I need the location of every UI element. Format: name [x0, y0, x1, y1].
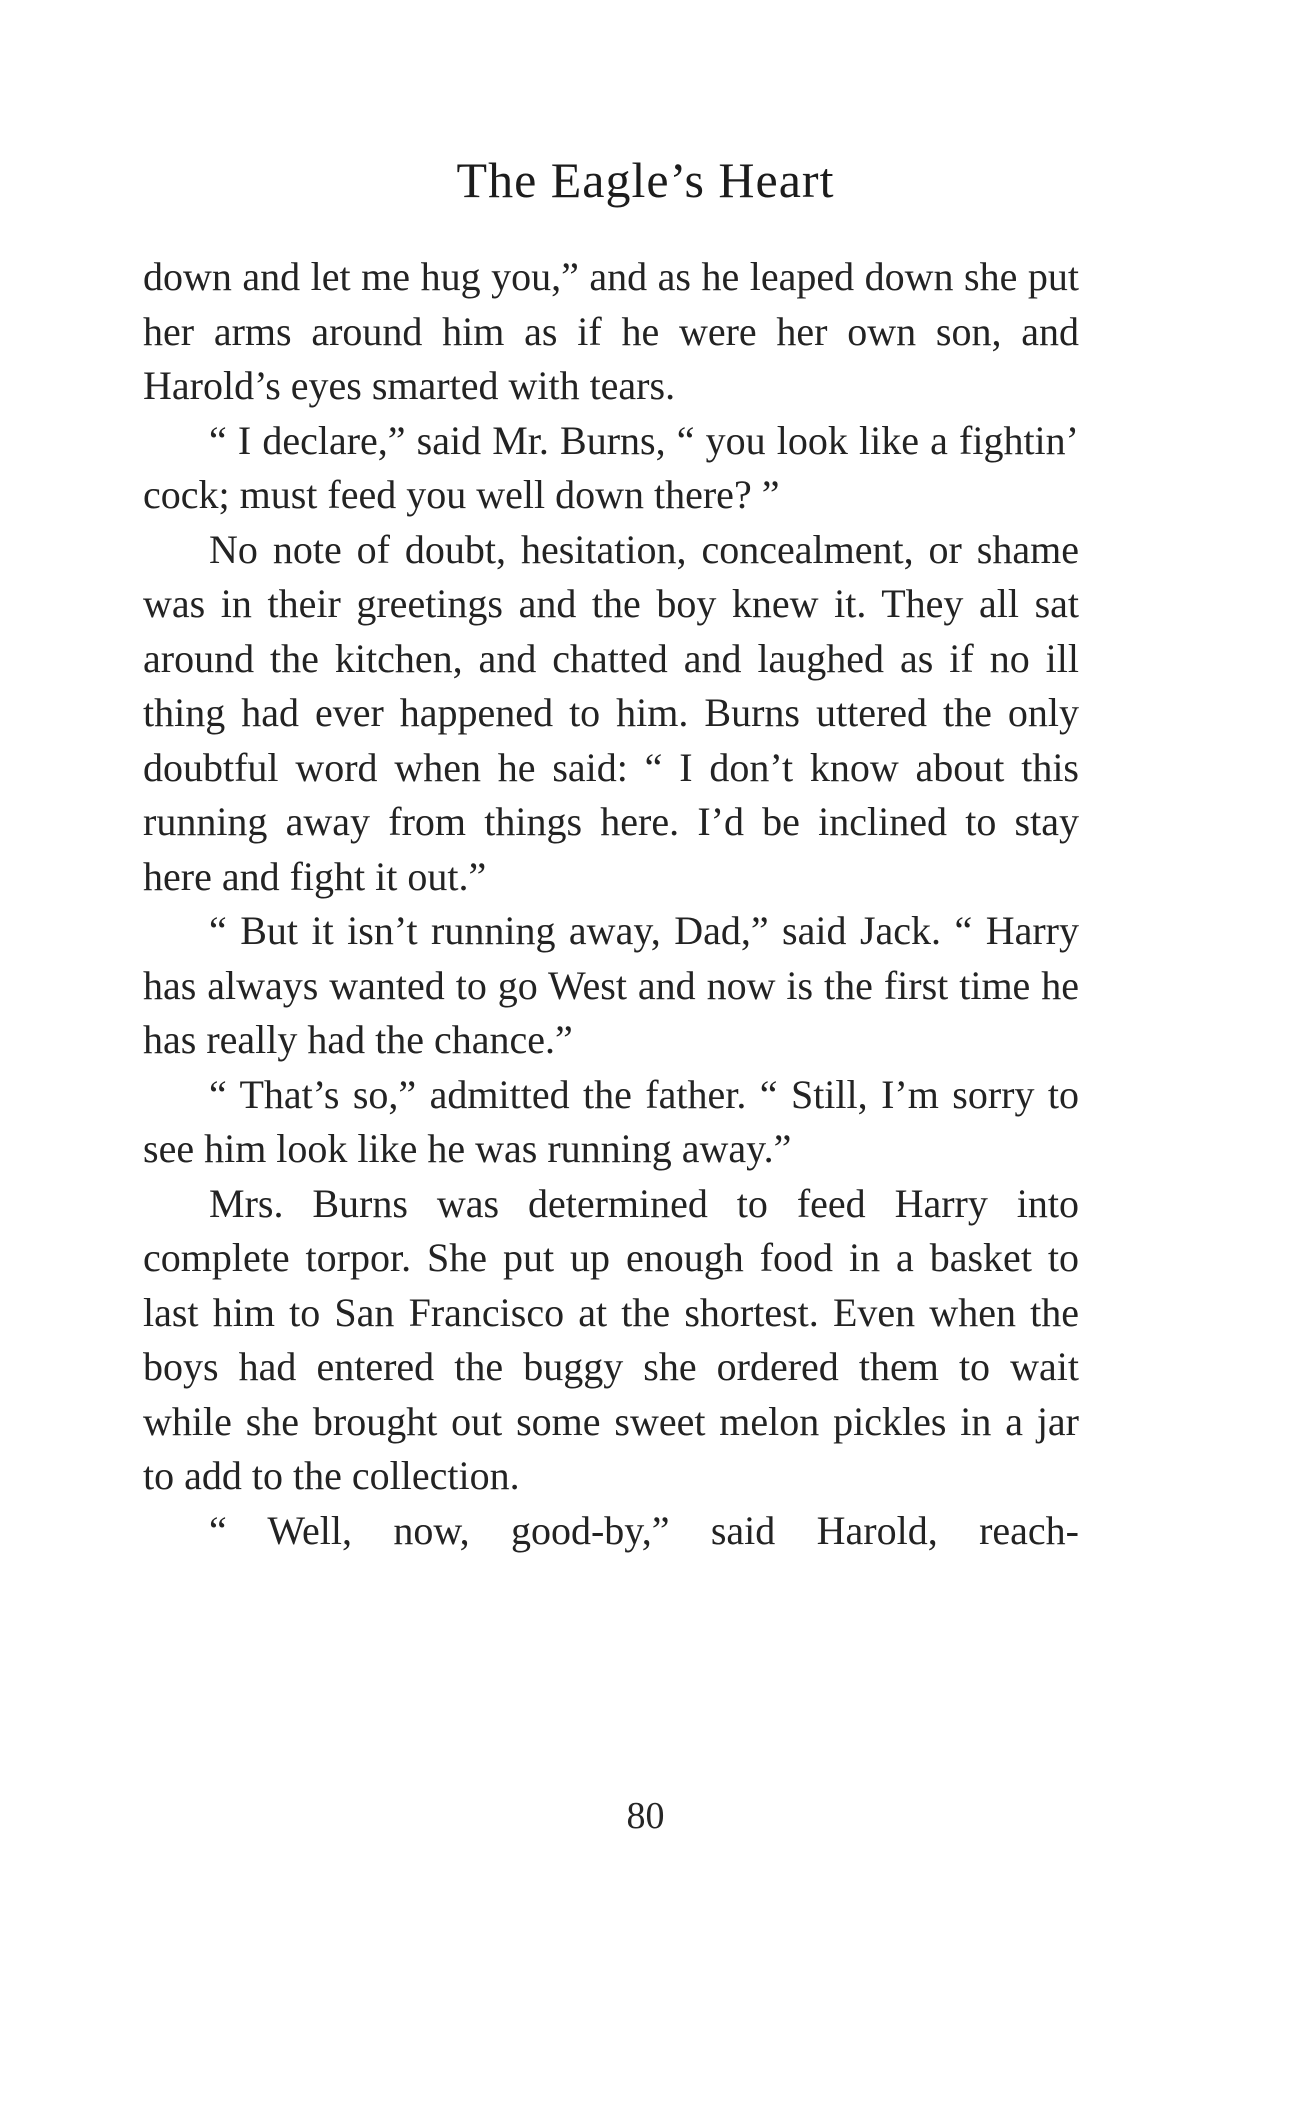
running-title: The Eagle’s Heart — [456, 152, 835, 208]
paragraph-2: “ I declare,” said Mr. Burns, “ you look like a fightin’ cock; must feed you well down there? ” — [143, 417, 1079, 517]
paragraph-3: No note of doubt, hesitation, concealment, or shame was in their greetings and the boy knew it. They all sat around the kitchen, and chatted and laughed as if no ill thing had ever happened to him. Burns uttered the only doubtful word when he said: “ I don’t know about this running away from things here. I’d be inclined to stay here and fight it out.” — [143, 526, 1079, 899]
paragraph-1: down and let me hug you,” and as he leaped down she put her arms around him as if he were her own son, and Harold’s eyes smarted with tears. — [143, 254, 1079, 408]
body-text — [143, 250, 1079, 1558]
paragraph-4: “ But it isn’t running away, Dad,” said Jack. “ Harry has always wanted to go West and now is the first time he has really had the chance.” — [143, 908, 1079, 1062]
paragraph-5: “ That’s so,” admitted the father. “ Still, I’m sorry to see him look like he was running away.” — [143, 1071, 1079, 1171]
paragraph-7: “ Well, now, good-by,” said Harold, reach- — [209, 1507, 1079, 1553]
page-number: 80 — [626, 1795, 665, 1837]
paragraph-6: Mrs. Burns was determined to feed Harry into complete torpor. She put up enough food in a basket to last him to San Francisco at the shortest. Even when the boys had entered the buggy she ordered them to wait while she brought out some sweet melon pickles in a jar to add to the collection. — [143, 1180, 1079, 1498]
